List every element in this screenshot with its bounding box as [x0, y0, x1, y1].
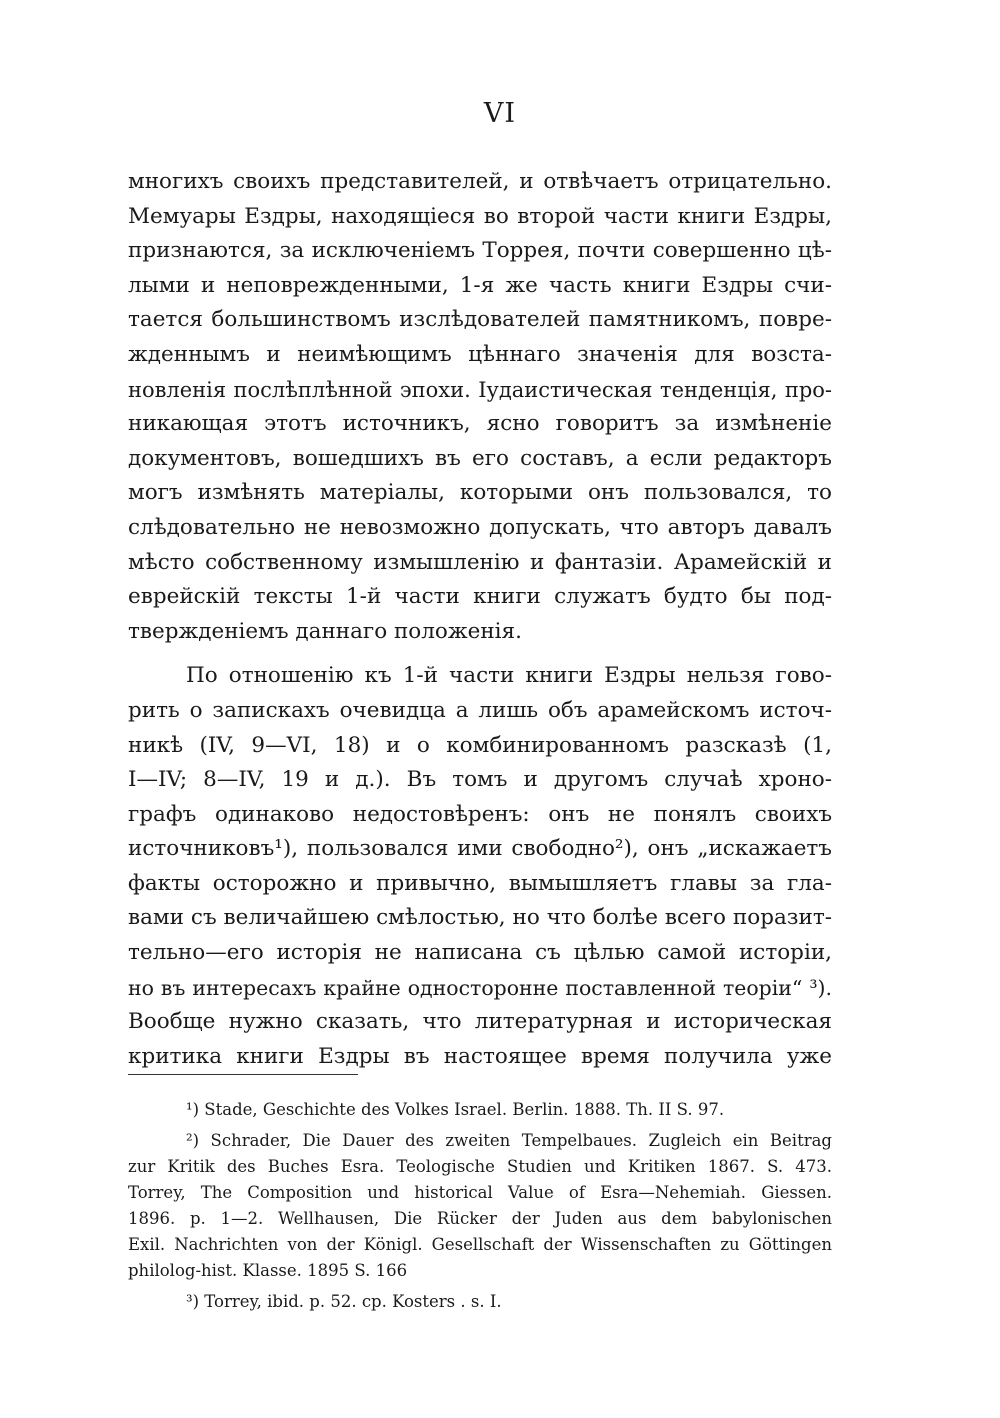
text-line: тельно—его исторія не написана съ цѣлью самой исторіи,: [128, 940, 832, 966]
text-line: никѣ (IV, 9—VI, 18) и о комбинированномъ разсказѣ (1,: [128, 732, 832, 758]
text-line: лыми и неповрежденными, 1-я же часть книги Ездры счи-: [128, 272, 832, 298]
text-line: никающая этотъ источникъ, ясно говоритъ за измѣненіе: [128, 411, 832, 437]
footnote-line: philolog-hist. Klasse. 1895 S. 166: [128, 1261, 408, 1280]
paragraph-2: [128, 659, 832, 1074]
text-line: По отношенію къ 1-й части книги Ездры нельзя гово-: [186, 663, 832, 689]
footnote-2: [128, 1128, 832, 1284]
footnote-line: Torrey, The Composition und historical Value of Esra—Nehemiah. Giessen.: [128, 1183, 832, 1202]
footnote-line: ³) Torrey, ibid. p. 52. cp. Kosters . s. I.: [186, 1292, 502, 1311]
text-line: мѣсто собственному измышленію и фантазіи. Арамейскій и: [128, 549, 832, 575]
text-line: рить о запискахъ очевидца а лишь объ арамейскомъ источ-: [128, 697, 832, 723]
text-line: жденнымъ и неимѣющимъ цѣннаго значенія для возста-: [128, 341, 832, 367]
footnote-line: ²) Schrader, Die Dauer des zweiten Tempelbaues. Zugleich ein Beitrag: [186, 1131, 832, 1150]
footnote-line: zur Kritik des Buches Esra. Teologische Studien und Kritiken 1867. S. 473.: [128, 1157, 832, 1176]
text-line: факты осторожно и привычно, вымышляетъ главы за гла-: [128, 870, 832, 896]
text-line: новленія послѣплѣнной эпохи. Іудаистическая тенденція, про-: [128, 377, 832, 402]
main-text: [128, 165, 832, 1074]
text-line: многихъ своихъ представителей, и отвѣчаетъ отрицательно.: [128, 169, 832, 194]
footnote-1: [128, 1097, 832, 1123]
text-line: твержденіемъ даннаго положенія.: [128, 618, 522, 644]
page-number: VI: [483, 98, 517, 129]
footnote-line: 1896. p. 1—2. Wellhausen, Die Rücker der Juden aus dem babylonischen: [128, 1209, 832, 1228]
text-line: графъ одинаково недостовѣренъ: онъ не понялъ своихъ: [128, 801, 832, 827]
text-line: еврейскій тексты 1-й части книги служатъ будто бы под-: [128, 584, 832, 610]
paragraph-1: [128, 165, 832, 649]
footnote-line: Exil. Nachrichten von der Königl. Gesellschaft der Wissenschaften zu Göttingen: [128, 1235, 832, 1254]
text-line: но въ интересахъ крайне односторонне поставленной теоріи“ ³).: [128, 975, 832, 1000]
text-line: слѣдовательно не невозможно допускать, что авторъ давалъ: [128, 514, 832, 540]
text-line: Мемуары Ездры, находящіеся во второй части книги Ездры,: [128, 203, 832, 229]
text-line: документовъ, вошедшихъ въ его составъ, а если редакторъ: [128, 445, 832, 471]
text-line: признаются, за исключеніемъ Торрея, почти совершенно цѣ-: [128, 238, 832, 264]
text-line: I—IV; 8—IV, 19 и д.). Въ томъ и другомъ случаѣ хроно-: [128, 767, 832, 793]
text-line: вами съ величайшею смѣлостью, но что болѣе всего поразит-: [128, 905, 832, 931]
footnote-3: [128, 1289, 832, 1315]
text-line: источниковъ¹), пользовался ими свободно²), онъ „искажаетъ: [128, 836, 832, 862]
footnote-line: ¹) Stade, Geschichte des Volkes Israel. Berlin. 1888. Th. II S. 97.: [186, 1100, 725, 1119]
text-line: критика книги Ездры въ настоящее время получила уже: [128, 1043, 832, 1069]
text-line: тается большинствомъ изслѣдователей памятникомъ, повре-: [128, 307, 832, 333]
text-line: могъ измѣнять матеріалы, которыми онъ пользовался, то: [128, 480, 832, 506]
text-line: Вообще нужно сказать, что литературная и историческая: [128, 1009, 832, 1035]
footnote-divider: [128, 1074, 358, 1075]
footnotes: [128, 1097, 832, 1315]
